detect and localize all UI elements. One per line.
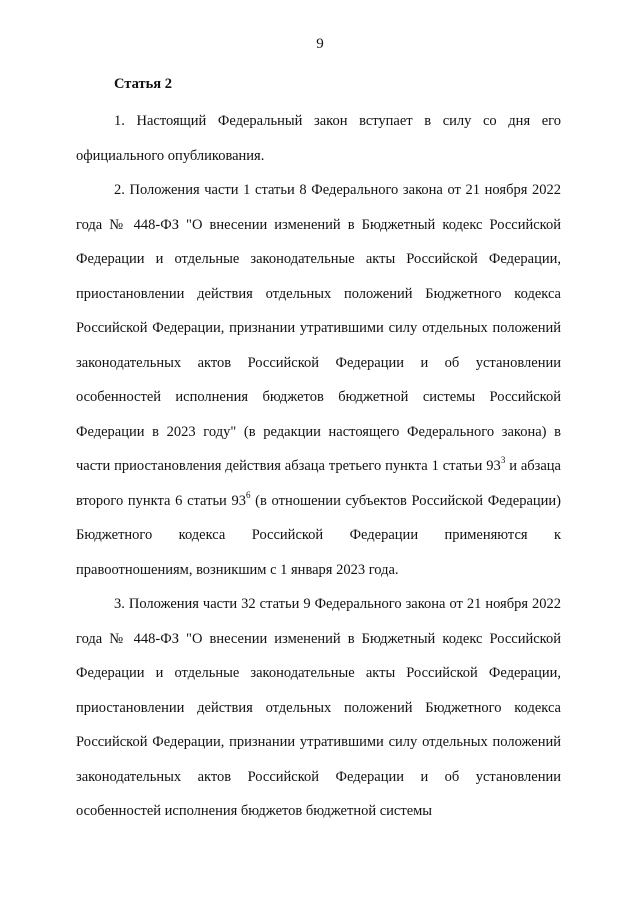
superscript-3: 3 [500, 455, 506, 465]
paragraph-1: 1. Настоящий Федеральный закон вступает в силу со дня его официального опубликования. [76, 113, 561, 164]
paragraph-2-text-b: и абзаца второго пункта 6 статьи 93 [76, 458, 561, 509]
document-body [76, 104, 561, 829]
paragraph-2-text-a: 2. Положения части 1 статьи 8 Федерального закона от 21 ноября 2022 года № 448-ФЗ "О внесении изменений в Бюджетный кодекс Российской Федерации и отдельные законодательные акты Российской Федерации, приостановлении действия отдельных положений Бюджетного кодекса Российской Федерации, признании утратившими силу отдельных положений законодательных актов Российской Федерации и об установлении особенностей исполнения бюджетов бюджетной системы Российской Федерации в 2023 году" (в редакции настоящего Федерального закона) в части приостановления действия абзаца третьего пункта 1 статьи 93 [76, 182, 561, 474]
paragraph-2 [76, 173, 561, 587]
superscript-6: 6 [246, 489, 251, 500]
paragraph-3: 3. Положения части 32 статьи 9 Федерального закона от 21 ноября 2022 года № 448-ФЗ "О внесении изменений в Бюджетный кодекс Российской Федерации и отдельные законодательные акты Российской Федерации, приостановлении действия отдельных положений Бюджетного кодекса Российской Федерации, признании утратившими силу отдельных положений законодательных актов Российской Федерации и об установлении особенностей исполнения бюджетов бюджетной системы [76, 596, 561, 819]
article-heading: Статья 2 [114, 76, 172, 92]
page-number: 9 [316, 36, 324, 52]
paragraph-2-text-c: (в отношении субъектов Российской Федерации) Бюджетного кодекса Российской Федерации применяются к правоотношениям, возникшим с 1 января 2023 года. [76, 492, 561, 578]
